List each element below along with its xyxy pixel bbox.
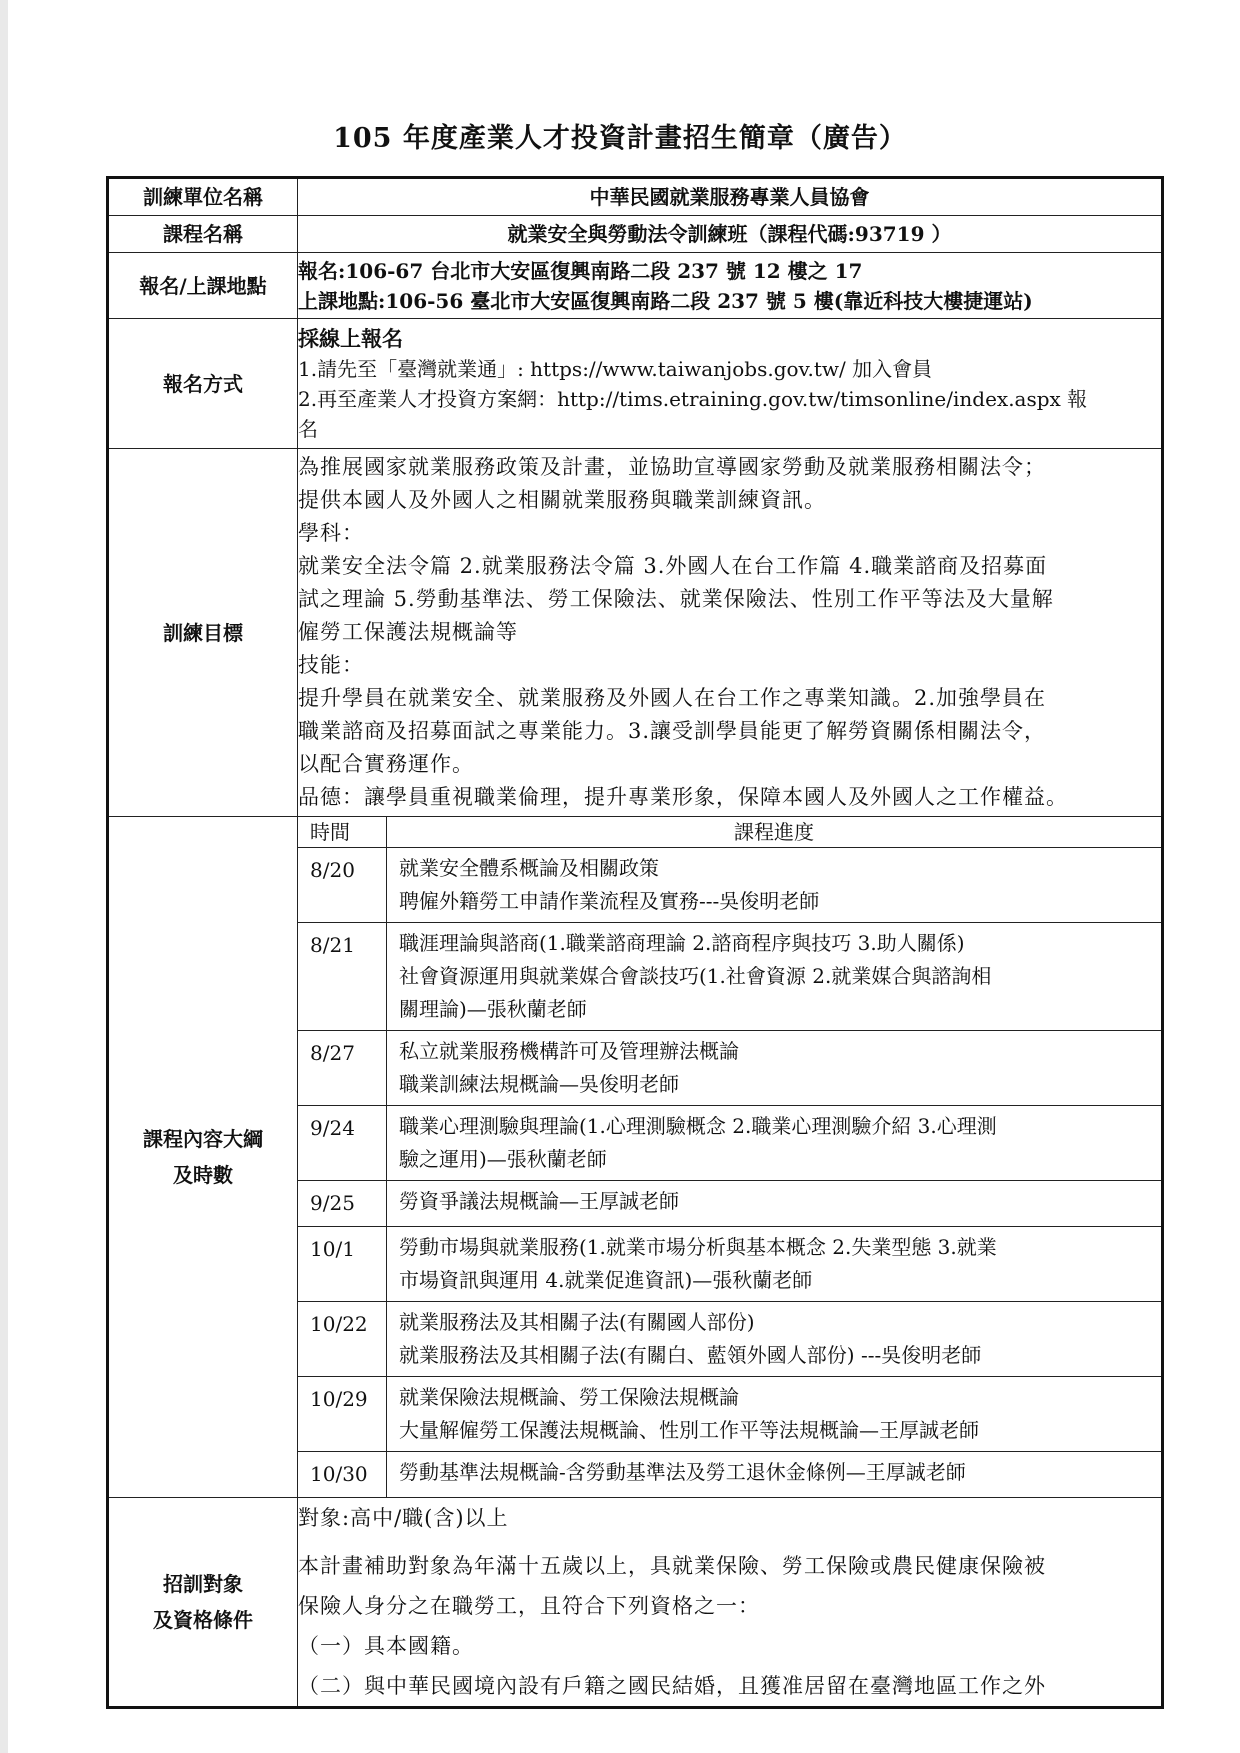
goal-line: 以配合實務運作。 [298, 752, 474, 776]
location-value [298, 253, 1163, 319]
location-class: 上課地點:106-56 臺北市大安區復興南路二段 237 號 5 樓(靠近科技大樓捷運站) [298, 288, 1033, 313]
schedule-topic-line: 私立就業服務機構許可及管理辦法概論 [399, 1039, 739, 1063]
eligibility-label-line-2: 及資格條件 [153, 1608, 253, 1632]
schedule-date: 10/22 [298, 1302, 387, 1377]
goal-line: 技能： [298, 653, 364, 677]
schedule-date: 10/30 [298, 1452, 387, 1498]
schedule-topic-line: 勞動市場與就業服務(1.就業市場分析與基本概念 2.失業型態 3.就業 [399, 1235, 997, 1259]
schedule-topic-line: 職業訓練法規概論—吳俊明老師 [399, 1072, 679, 1096]
schedule-date: 10/1 [298, 1227, 387, 1302]
schedule-row [298, 923, 1161, 1031]
schedule-col-time: 時間 [298, 817, 387, 848]
eligibility-line: （一）具本國籍。 [298, 1634, 474, 1658]
recruitment-table [106, 176, 1164, 1709]
method-line-1: 1.請先至「臺灣就業通」: https://www.taiwanjobs.gov.tw/ 加入會員 [298, 356, 933, 381]
schedule-topic [387, 1031, 1162, 1106]
scan-edge [0, 0, 8, 1753]
schedule-col-progress: 課程進度 [387, 817, 1162, 848]
schedule-row [298, 1452, 1161, 1498]
schedule-topic [387, 1377, 1162, 1452]
schedule-cell [298, 817, 1163, 1498]
schedule-label-line-2: 及時數 [173, 1163, 233, 1187]
schedule-topic-line: 就業保險法規概論、勞工保險法規概論 [399, 1385, 739, 1409]
schedule-date: 9/25 [298, 1181, 387, 1227]
eligibility-line: 對象:高中/職(含)以上 [298, 1506, 509, 1530]
goal-line: 就業安全法令篇 2.就業服務法令篇 3.外國人在台工作篇 4.職業諮商及招募面 [298, 554, 1048, 578]
schedule-topic [387, 1181, 1162, 1227]
eligibility-label [108, 1498, 298, 1708]
method-heading: 採線上報名 [298, 325, 403, 351]
schedule-date: 8/21 [298, 923, 387, 1031]
schedule-topic [387, 1106, 1162, 1181]
goal-label: 訓練目標 [108, 449, 298, 817]
row-goal [108, 449, 1163, 817]
row-method [108, 319, 1163, 449]
schedule-date: 8/27 [298, 1031, 387, 1106]
goal-line: 提升學員在就業安全、就業服務及外國人在台工作之專業知識。2.加強學員在 [298, 686, 1047, 710]
goal-line: 職業諮商及招募面試之專業能力。3.讓受訓學員能更了解勞資關係相關法令， [298, 719, 1047, 743]
goal-line: 為推展國家就業服務政策及計畫，並協助宣導國家勞動及就業服務相關法令； [298, 455, 1046, 479]
schedule-header-row [298, 817, 1161, 848]
eligibility-value [298, 1498, 1163, 1708]
eligibility-line: （二）與中華民國境內設有戶籍之國民結婚，且獲准居留在臺灣地區工作之外 [298, 1674, 1046, 1698]
row-course [108, 216, 1163, 253]
schedule-topic-line: 關理論)—張秋蘭老師 [399, 997, 587, 1021]
method-line-2: 2.再至產業人才投資方案網：http://tims.etraining.gov.tw/timsonline/index.aspx 報 [298, 386, 1088, 411]
goal-line: 試之理論 5.勞動基準法、勞工保險法、就業保險法、性別工作平等法及大量解 [298, 587, 1054, 611]
schedule-date: 8/20 [298, 848, 387, 923]
row-eligibility [108, 1498, 1163, 1708]
schedule-topic-line: 驗之運用)—張秋蘭老師 [399, 1147, 607, 1171]
schedule-topic-line: 大量解僱勞工保護法規概論、性別工作平等法規概論—王厚誠老師 [399, 1418, 979, 1442]
method-value [298, 319, 1163, 449]
course-label: 課程名稱 [108, 216, 298, 253]
schedule-label [108, 817, 298, 1498]
schedule-row [298, 1377, 1161, 1452]
method-label: 報名方式 [108, 319, 298, 449]
location-signup: 報名:106-67 台北市大安區復興南路二段 237 號 12 樓之 17 [298, 258, 863, 283]
eligibility-label-line-1: 招訓對象 [163, 1572, 243, 1596]
schedule-row [298, 848, 1161, 923]
unit-label: 訓練單位名稱 [108, 178, 298, 216]
schedule-topic-line: 就業安全體系概論及相關政策 [399, 856, 659, 880]
schedule-topic [387, 1302, 1162, 1377]
schedule-row [298, 1031, 1161, 1106]
goal-line: 學科： [298, 521, 364, 545]
schedule-topic [387, 923, 1162, 1031]
schedule-row [298, 1302, 1161, 1377]
schedule-topic [387, 1452, 1162, 1498]
schedule-topic-line: 就業服務法及其相關子法(有關白、藍領外國人部份) ---吳俊明老師 [399, 1343, 982, 1367]
goal-value [298, 449, 1163, 817]
row-unit [108, 178, 1163, 216]
schedule-topic-line: 職涯理論與諮商(1.職業諮商理論 2.諮商程序與技巧 3.助人關係) [399, 931, 965, 955]
schedule-topic-line: 就業服務法及其相關子法(有關國人部份) [399, 1310, 755, 1334]
schedule-topic-line: 社會資源運用與就業媒合會談技巧(1.社會資源 2.就業媒合與諮詢相 [399, 964, 992, 988]
course-value: 就業安全與勞動法令訓練班（課程代碼:93719 ） [298, 216, 1163, 253]
schedule-row [298, 1181, 1161, 1227]
location-label: 報名/上課地點 [108, 253, 298, 319]
schedule-label-line-1: 課程內容大綱 [143, 1127, 263, 1151]
schedule-topic-line: 聘僱外籍勞工申請作業流程及實務---吳俊明老師 [399, 889, 820, 913]
schedule-date: 10/29 [298, 1377, 387, 1452]
schedule-topic-line: 職業心理測驗與理論(1.心理測驗概念 2.職業心理測驗介紹 3.心理測 [399, 1114, 997, 1138]
unit-value: 中華民國就業服務專業人員協會 [298, 178, 1163, 216]
schedule-topic [387, 1227, 1162, 1302]
row-schedule [108, 817, 1163, 1498]
eligibility-line: 本計畫補助對象為年滿十五歲以上，具就業保險、勞工保險或農民健康保險被 [298, 1554, 1046, 1578]
schedule-row [298, 1227, 1161, 1302]
row-location [108, 253, 1163, 319]
schedule-table [298, 817, 1161, 1497]
goal-line: 品德：讓學員重視職業倫理，提升專業形象，保障本國人及外國人之工作權益。 [298, 785, 1068, 809]
goal-line: 提供本國人及外國人之相關就業服務與職業訓練資訊。 [298, 488, 826, 512]
method-line-3: 名 [298, 416, 318, 441]
schedule-row [298, 1106, 1161, 1181]
schedule-topic-line: 市場資訊與運用 4.就業促進資訊)—張秋蘭老師 [399, 1268, 813, 1292]
schedule-topic-line: 勞動基準法規概論-含勞動基準法及勞工退休金條例—王厚誠老師 [399, 1460, 966, 1484]
goal-line: 僱勞工保護法規概論等 [298, 620, 518, 644]
page-title: 105 年度產業人才投資計畫招生簡章（廣告） [333, 123, 907, 154]
schedule-topic-line: 勞資爭議法規概論—王厚誠老師 [399, 1189, 679, 1213]
eligibility-line: 保險人身分之在職勞工，且符合下列資格之一： [298, 1594, 760, 1618]
schedule-date: 9/24 [298, 1106, 387, 1181]
schedule-topic [387, 848, 1162, 923]
